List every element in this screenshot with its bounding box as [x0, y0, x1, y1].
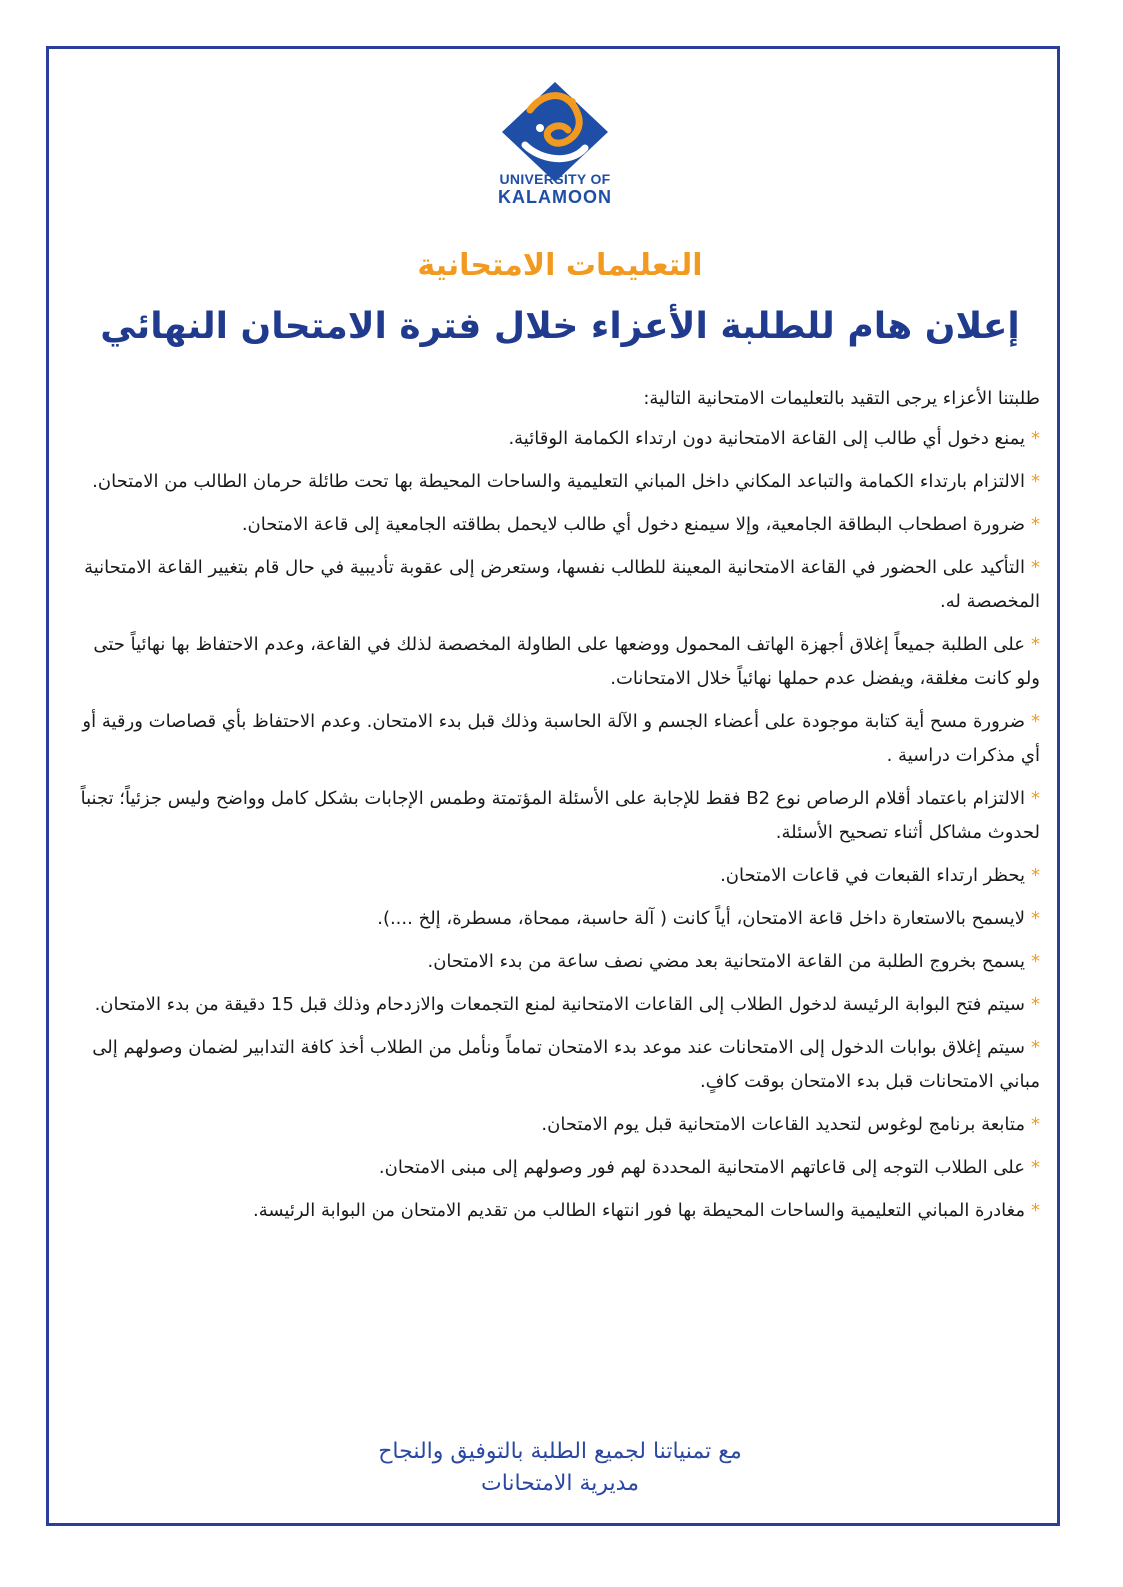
instruction-text: سيتم فتح البوابة الرئيسة لدخول الطلاب إلى القاعات الامتحانية لمنع التجمعات والازدحام وذلك قبل 15 دقيقة من بدء الامتحان.	[94, 994, 1025, 1015]
instruction-text: يمنع دخول أي طالب إلى القاعة الامتحانية دون ارتداء الكمامة الوقائية.	[508, 428, 1025, 449]
instruction-text: يسمح بخروج الطلبة من القاعة الامتحانية بعد مضي نصف ساعة من بدء الامتحان.	[427, 951, 1025, 972]
instruction-item	[80, 508, 1040, 542]
instruction-text: يحظر ارتداء القبعات في قاعات الامتحان.	[720, 865, 1025, 886]
instruction-item	[80, 1108, 1040, 1142]
instruction-item	[80, 988, 1040, 1022]
instruction-item	[80, 705, 1040, 773]
logo-line1: UNIVERSITY OF	[499, 171, 611, 187]
star-bullet-icon: *	[1031, 471, 1040, 492]
instruction-text: ضرورة اصطحاب البطاقة الجامعية، وإلا سيمنع دخول أي طالب لايحمل بطاقته الجامعية إلى قاعة الامتحان.	[241, 514, 1025, 535]
page-subtitle: إعلان هام للطلبة الأعزاء خلال فترة الامتحان النهائي	[100, 306, 1020, 347]
instruction-text: سيتم إغلاق بوابات الدخول إلى الامتحانات عند موعد بدء الامتحان تماماً ونأمل من الطلاب أخذ كافة التدابير لضمان وصولهم إلى مباني الامتحانات قبل بدء الامتحان بوقت كافٍ.	[92, 1037, 1040, 1092]
star-bullet-icon: *	[1031, 428, 1040, 449]
instruction-item	[80, 859, 1040, 893]
star-bullet-icon: *	[1031, 634, 1040, 655]
instruction-item	[80, 902, 1040, 936]
star-bullet-icon: *	[1031, 994, 1040, 1015]
logo-text	[480, 170, 630, 206]
instruction-item	[80, 1194, 1040, 1228]
star-bullet-icon: *	[1031, 908, 1040, 929]
star-bullet-icon: *	[1031, 557, 1040, 578]
footer-wishes: مع تمنياتنا لجميع الطلبة بالتوفيق والنجاح	[378, 1439, 742, 1464]
instruction-item	[80, 422, 1040, 456]
instruction-item	[80, 628, 1040, 696]
instruction-item	[80, 551, 1040, 619]
footer	[60, 1436, 1060, 1500]
instruction-text: التأكيد على الحضور في القاعة الامتحانية المعينة للطالب نفسها، وستعرض إلى عقوبة تأديبية في حال قام بتغيير القاعة الامتحانية المخصصة له.	[84, 557, 1040, 612]
instruction-text: ضرورة مسح أية كتابة موجودة على أعضاء الجسم و الآلة الحاسبة وذلك قبل بدء الامتحان. وعدم الاحتفاظ بأي قصاصات ورقية أو أي مذكرات دراسية .	[82, 711, 1040, 766]
star-bullet-icon: *	[1031, 711, 1040, 732]
instruction-item	[80, 1031, 1040, 1099]
star-bullet-icon: *	[1031, 1037, 1040, 1058]
star-bullet-icon: *	[1031, 514, 1040, 535]
instruction-item	[80, 945, 1040, 979]
star-bullet-icon: *	[1031, 1200, 1040, 1221]
instruction-text: متابعة برنامج لوغوس لتحديد القاعات الامتحانية قبل يوم الامتحان.	[541, 1114, 1025, 1135]
instructions-body	[80, 382, 1040, 1237]
instructions-list	[80, 422, 1040, 1228]
footer-signature: مديرية الامتحانات	[480, 1471, 640, 1496]
logo-line2: KALAMOON	[498, 187, 612, 207]
instruction-text: على الطلاب التوجه إلى قاعاتهم الامتحانية المحددة لهم فور وصولهم إلى مبنى الامتحان.	[378, 1157, 1025, 1178]
instruction-item	[80, 782, 1040, 850]
star-bullet-icon: *	[1031, 1114, 1040, 1135]
instruction-text: على الطلبة جميعاً إغلاق أجهزة الهاتف المحمول ووضعها على الطاولة المخصصة لذلك في القاعة، وعدم الاحتفاظ بها نهائياً حتى ولو كانت مغلقة، ويفضل عدم حملها نهائياً خلال الامتحانات.	[93, 634, 1040, 689]
page-title: التعليمات الامتحانية	[417, 248, 703, 283]
instruction-text: الالتزام باعتماد أقلام الرصاص نوع B2 فقط للإجابة على الأسئلة المؤتمتة وطمس الإجابات بشكل كامل وواضح وليس جزئياً؛ تجنباً لحدوث مشاكل أثناء تصحيح الأسئلة.	[80, 788, 1040, 843]
intro-text: طلبتنا الأعزاء يرجى التقيد بالتعليمات الامتحانية التالية:	[643, 388, 1040, 409]
instruction-text: مغادرة المباني التعليمية والساحات المحيطة بها فور انتهاء الطالب من تقديم الامتحان من البوابة الرئيسة.	[252, 1200, 1025, 1221]
instruction-item	[80, 465, 1040, 499]
star-bullet-icon: *	[1031, 1157, 1040, 1178]
star-bullet-icon: *	[1031, 951, 1040, 972]
instruction-text: الالتزام بارتداء الكمامة والتباعد المكاني داخل المباني التعليمية والساحات المحيطة بها تحت طائلة حرمان الطالب من الامتحان.	[92, 471, 1025, 492]
star-bullet-icon: *	[1031, 788, 1040, 809]
star-bullet-icon: *	[1031, 865, 1040, 886]
instruction-text: لايسمح بالاستعارة داخل قاعة الامتحان، أياً كانت ( آلة حاسبة، ممحاة، مسطرة، إلخ ....).	[377, 908, 1025, 929]
instruction-item	[80, 1151, 1040, 1185]
